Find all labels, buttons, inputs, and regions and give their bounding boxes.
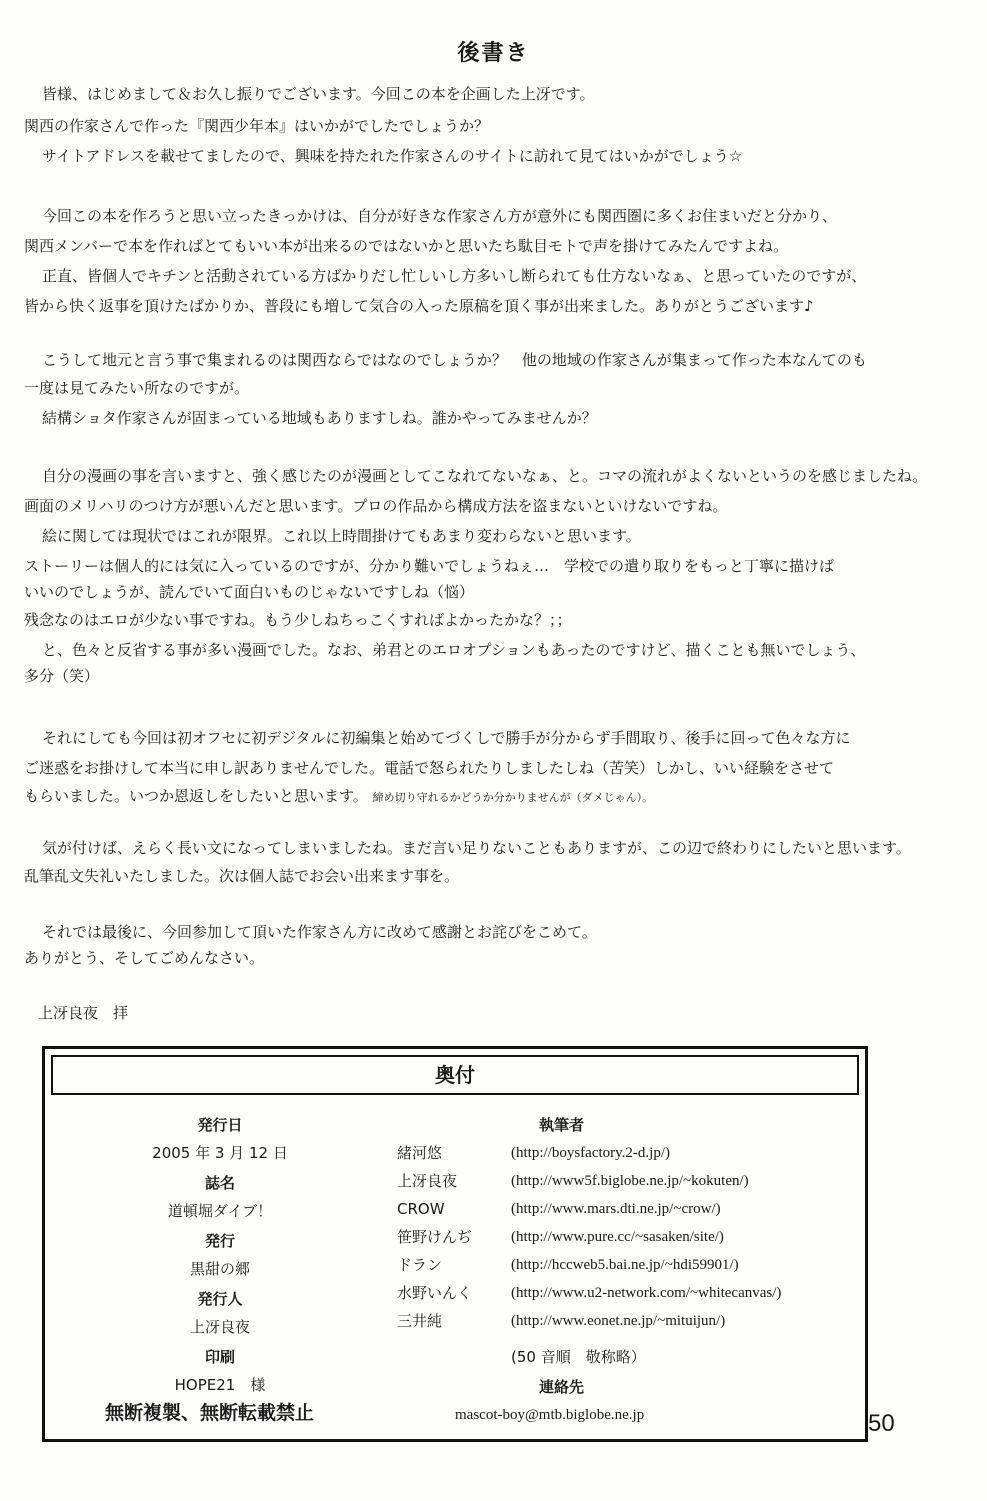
text-line: 関西の作家さんで作った『関西少年本』はいかがでしたでしょうか？	[24, 117, 490, 135]
issuer-label: 発行人	[197, 1290, 243, 1308]
text-line: 残念なのはエロが少ない事ですね。もう少しねちっこくすればよかったかな？；；	[24, 611, 572, 629]
author-url: (http://www.pure.cc/~sasaken/site/)	[511, 1229, 724, 1245]
author-name: CROW	[397, 1200, 445, 1218]
text-line: 結構ショタ作家さんが固まっている地域もありますしね。誰かやってみませんか？	[42, 409, 597, 427]
text-line	[24, 786, 653, 808]
text-line: 今回この本を作ろうと思い立ったきっかけは、自分が好きな作家さん方が意外にも関西圏に多くお住まいだと分かり、	[42, 207, 838, 225]
author-url: (http://www.mars.dti.ne.jp/~crow/)	[511, 1201, 721, 1217]
text-line: 関西メンバーで本を作ればとてもいい本が出来るのではないかと思いたち駄目モトで声を掛けてみたんですよね。	[24, 237, 788, 255]
printer: HOPE21 様	[174, 1376, 266, 1394]
text-line: と、色々と反省する事が多い漫画でした。なお、弟君とのエロオプションもあったのですけど、描くことも無いでしょう、	[42, 641, 866, 659]
book-title: 道頓堀ダイブ！	[167, 1202, 273, 1220]
text-line: それにしても今回は初オフセに初デジタルに初編集と始めてづくしで勝手が分からず手間取り、後手に回って色々な方に	[42, 729, 851, 747]
printer-label: 印刷	[204, 1348, 235, 1366]
author-name: 水野いんく	[397, 1284, 473, 1302]
text-line: 絵に関しては現状ではこれが限界。これ以上時間掛けてもあまり変わらないと思います。	[42, 527, 641, 545]
text-line: 皆様、はじめまして＆お久し振りでございます。今回この本を企画した上冴です。	[42, 85, 595, 103]
author-name: ドラン	[397, 1256, 443, 1274]
text-line: 自分の漫画の事を言いますと、強く感じたのが漫画としてこなれてないなぁ、と。コマの流れがよくないというのを感じましたね。	[42, 467, 928, 485]
author-name: 笹野けんぢ	[397, 1228, 473, 1246]
order-note: (50 音順 敬称略）	[511, 1348, 646, 1366]
text-line: それでは最後に、今回参加して頂いた作家さん方に改めて感謝とお詫びをこめて。	[42, 923, 597, 941]
text-line: いいのでしょうが、読んでいて面白いものじゃないですしね（悩）	[24, 583, 475, 601]
contact-email: mascot-boy@mtb.biglobe.ne.jp	[455, 1407, 645, 1423]
publisher: 黒甜の郷	[189, 1260, 250, 1278]
text-line: 一度は見てみたい所なのですが。	[24, 379, 250, 397]
author-url: (http://www.u2-network.com/~whitecanvas/)	[511, 1285, 782, 1301]
authors-label: 執筆者	[539, 1116, 585, 1134]
author-name: 三井純	[397, 1312, 443, 1330]
author-name: 緒河悠	[397, 1144, 443, 1162]
page-title: 後書き	[457, 41, 530, 66]
text-line-main: もらいました。いつか恩返しをしたいと思います。	[24, 787, 368, 805]
author-url: (http://www5f.biglobe.ne.jp/~kokuten/)	[511, 1173, 749, 1189]
colophon-heading: 奥付	[51, 1055, 859, 1095]
text-line: 正直、皆個人でキチンと活動されている方ばかりだし忙しいし方多いし断られても仕方ないなぁ、と思っていたのですが、	[42, 267, 867, 285]
text-line: 画面のメリハリのつけ方が悪いんだと思います。プロの作品から構成方法を盗まないといけないですね。	[24, 497, 728, 515]
issue-date-label: 発行日	[197, 1116, 243, 1134]
text-line: 気が付けば、えらく長い文になってしまいましたね。まだ言い足りないこともありますが、この辺で終わりにしたいと思います。	[42, 839, 911, 857]
text-line: ストーリーは個人的には気に入っているのですが、分かり難いでしょうねぇ… 学校での遣り取りをもっと丁寧に描けば	[24, 557, 835, 575]
text-line: 皆から快く返事を頂けたばかりか、普段にも増して気合の入った原稿を頂く事が出来ました。ありがとうございます♪	[24, 297, 814, 315]
issuer: 上冴良夜	[189, 1318, 250, 1336]
contact-label: 連絡先	[539, 1378, 585, 1396]
text-line: 乱筆乱文失礼いたしました。次は個人誌でお会い出来ます事を。	[24, 867, 460, 885]
page-number: 50	[868, 1410, 895, 1437]
colophon-box	[42, 1046, 868, 1442]
copyright-warning: 無断複製、無断転載禁止	[105, 1402, 315, 1424]
title-label: 誌名	[204, 1174, 235, 1192]
text-line: サイトアドレスを載せてましたので、興味を持たれた作家さんのサイトに訪れて見てはいかがでしょう☆	[42, 147, 743, 165]
publisher-label: 発行	[204, 1232, 235, 1250]
author-url: (http://hccweb5.bai.ne.jp/~hdi59901/)	[511, 1257, 739, 1273]
text-line: こうして地元と言う事で集まれるのは関西ならではなのでしょうか？ 他の地域の作家さんが集まって作った本なんてのも	[42, 351, 867, 369]
text-line: ご迷惑をお掛けして本当に申し訳ありませんでした。電話で怒られたりしましたしね（苦笑）しかし、いい経験をさせて	[24, 759, 835, 777]
text-line: ありがとう、そしてごめんなさい。	[24, 949, 265, 967]
author-url: (http://boysfactory.2-d.jp/)	[511, 1145, 670, 1161]
author-name: 上冴良夜	[397, 1172, 458, 1190]
issue-date: 2005 年 3 月 12 日	[152, 1144, 288, 1162]
signature: 上冴良夜 拝	[38, 1004, 129, 1022]
small-note: 締め切り守れるかどうか分かりませんが（ダメじゃん）。	[372, 791, 654, 804]
text-line: 多分（笑）	[24, 667, 100, 685]
author-url: (http://www.eonet.ne.jp/~mituijun/)	[511, 1313, 726, 1329]
